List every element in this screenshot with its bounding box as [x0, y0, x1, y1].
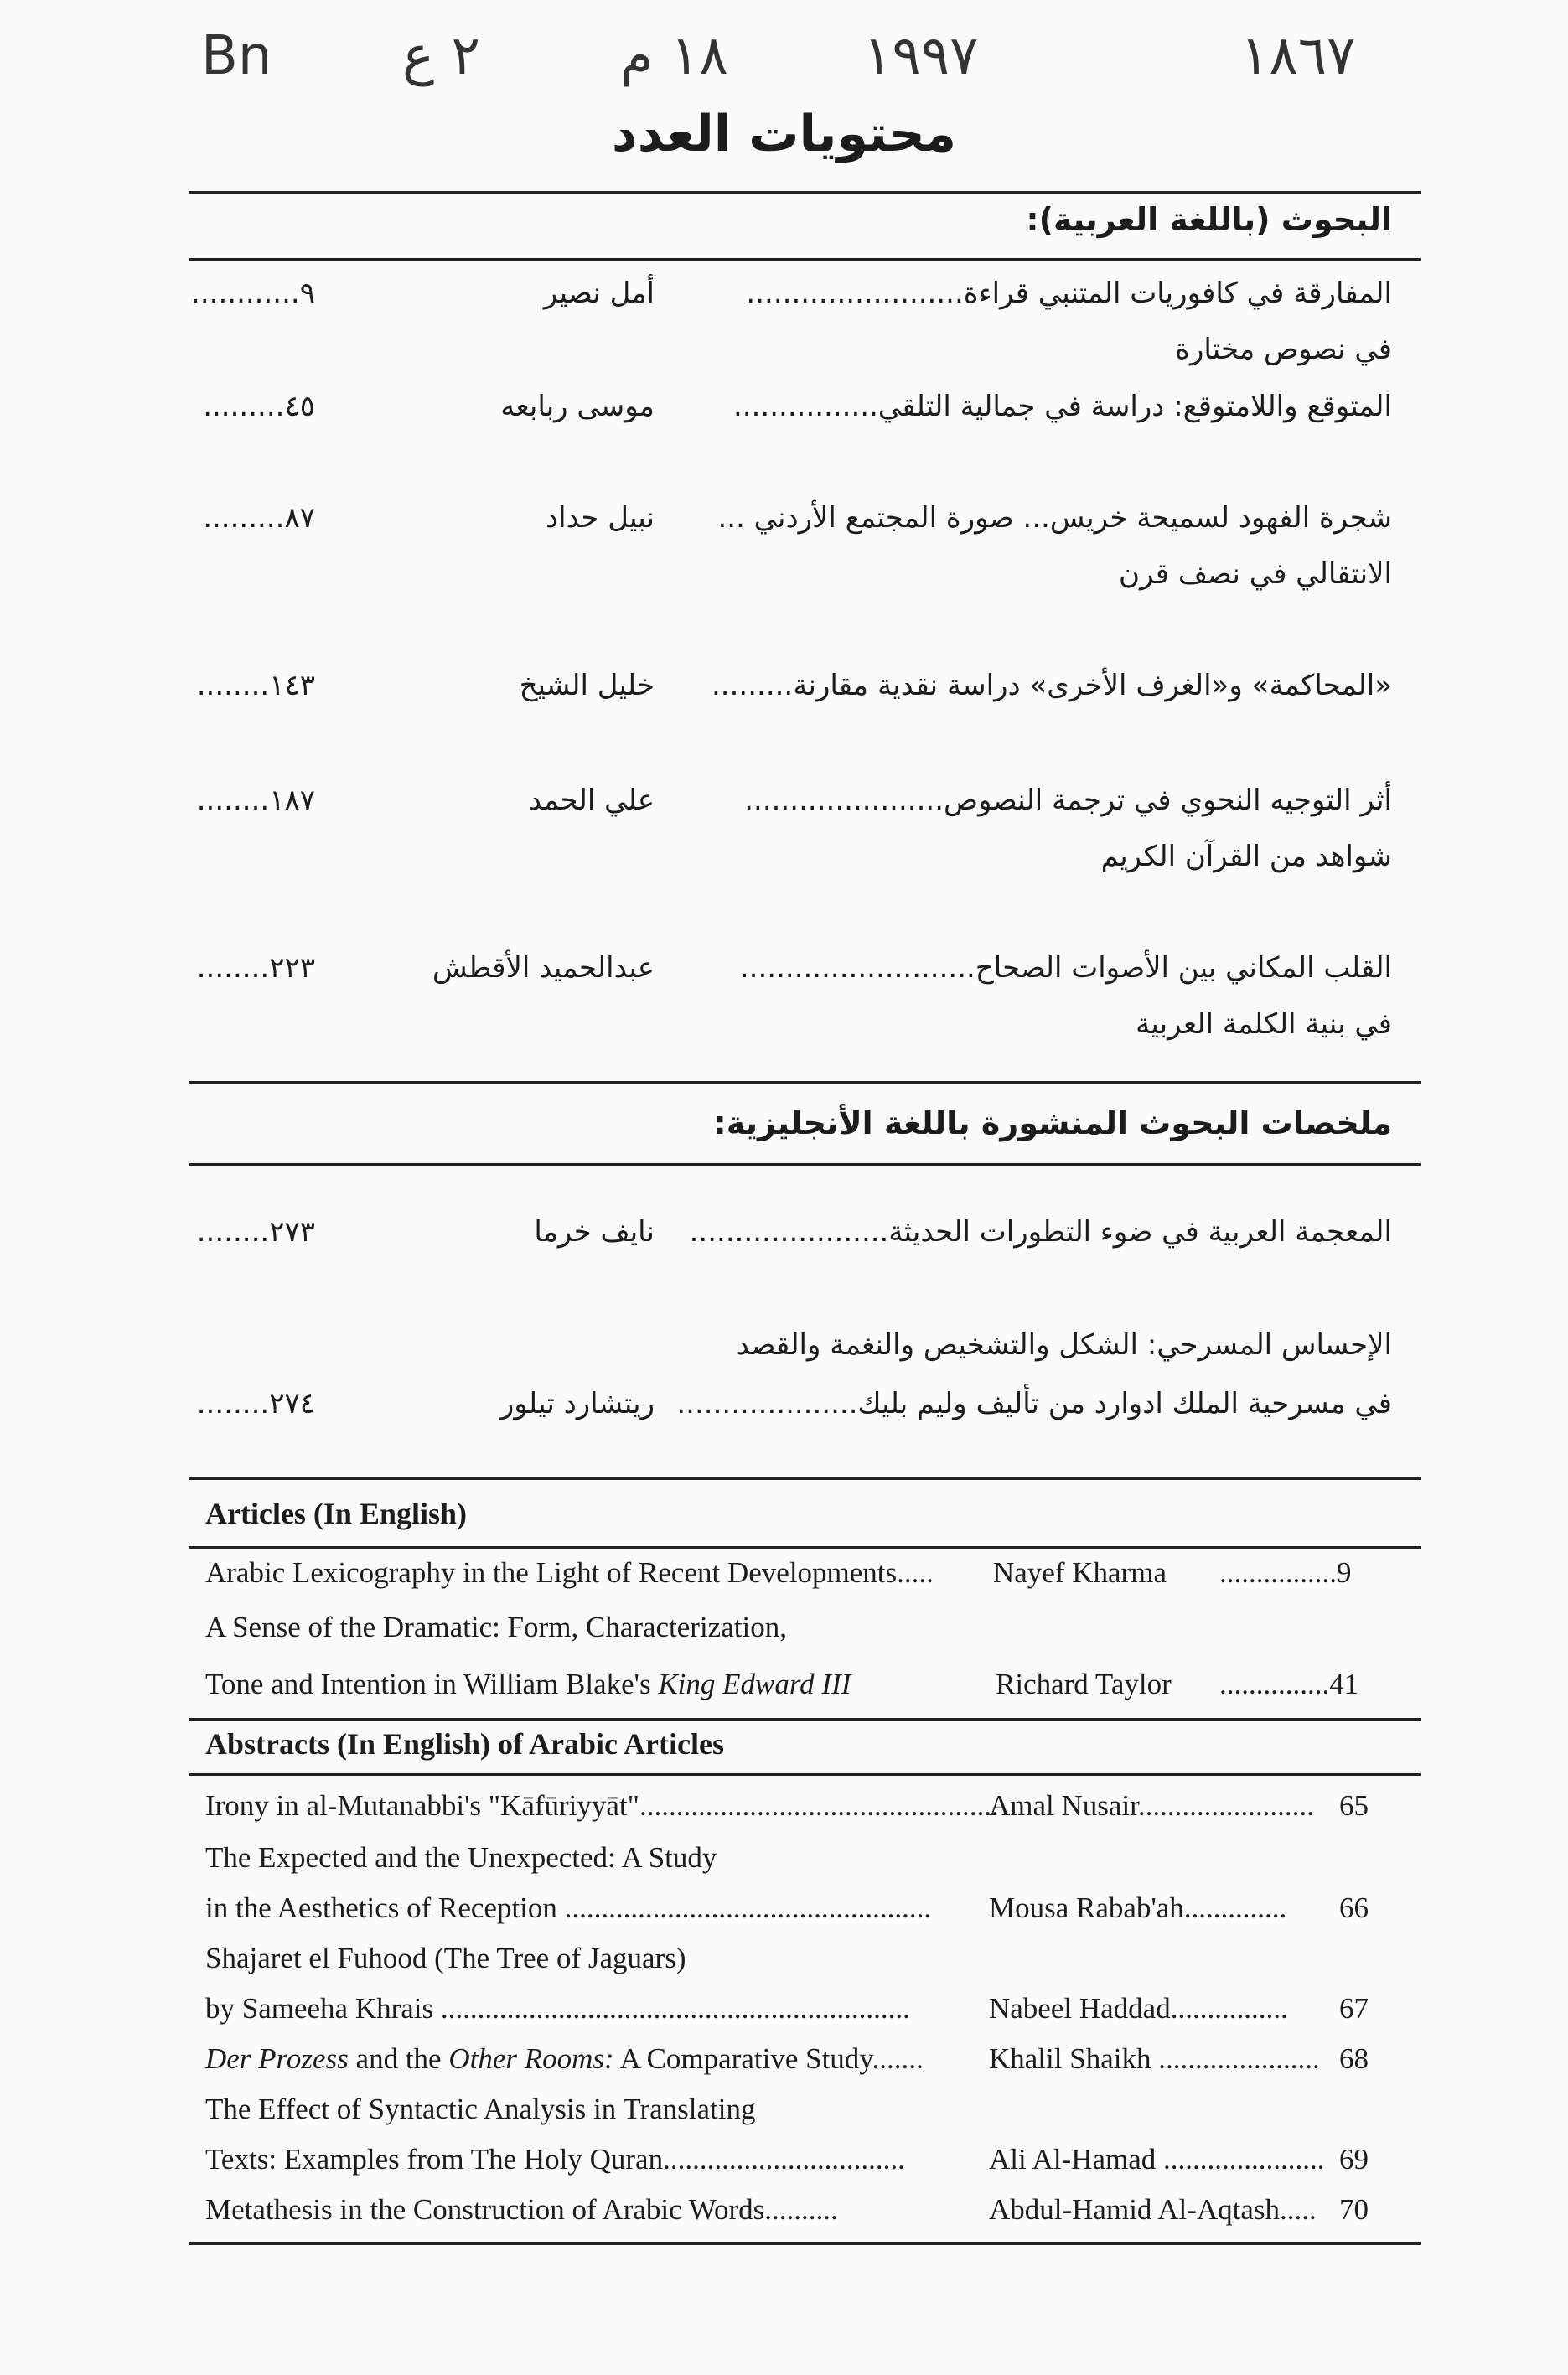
entry-title: الإحساس المسرحي: الشكل والتشخيص والنغمة والقصد: [736, 1328, 1392, 1362]
entry-author: علي الحمد: [529, 784, 655, 817]
entry-title-cont: Tone and Intention in William Blake's King Edward III: [205, 1668, 851, 1700]
entry-title: The Effect of Syntactic Analysis in Translating: [205, 2093, 756, 2125]
entry-title: Irony in al-Mutanabbi's "Kāfūriyyāt".................................................: [205, 1789, 999, 1822]
entry-page: 68: [1339, 2042, 1369, 2075]
entry-page: ١٤٣........: [196, 669, 315, 702]
entry-page: 67: [1339, 1992, 1369, 2025]
divider: [189, 258, 1421, 261]
entry-title: المفارقة في كافوريات المتنبي قراءة........................: [746, 277, 1392, 310]
entry-page: ...............41: [1219, 1668, 1359, 1700]
entry-title: The Expected and the Unexpected: A Study: [205, 1841, 717, 1874]
divider: [189, 1773, 1421, 1776]
entry-author: Richard Taylor: [996, 1668, 1172, 1700]
section-heading: البحوث (باللغة العربية):: [1026, 201, 1392, 238]
entry-title-cont: Texts: Examples from The Holy Quran.................................: [205, 2143, 905, 2176]
entry-title: شجرة الفهود لسميحة خريس... صورة المجتمع الأردني ...: [717, 501, 1392, 535]
entry-title: Metathesis in the Construction of Arabic Words..........: [205, 2193, 838, 2226]
entry-page: 65: [1339, 1789, 1369, 1822]
entry-title-cont: الانتقالي في نصف قرن: [1119, 557, 1392, 591]
entry-author: Nayef Kharma: [993, 1556, 1167, 1589]
section-heading: ملخصات البحوث المنشورة باللغة الأنجليزية:: [713, 1105, 1392, 1141]
entry-author: Nabeel Haddad................: [989, 1992, 1288, 2025]
entry-title: «المحاكمة» و«الغرف الأخرى» دراسة نقدية مقارنة.........: [711, 669, 1392, 702]
entry-title: أثر التوجيه النحوي في ترجمة النصوص......................: [744, 784, 1392, 817]
entry-title: Der Prozess and the Other Rooms: A Comparative Study.......: [205, 2042, 924, 2075]
entry-title: المتوقع واللامتوقع: دراسة في جمالية التلقي................: [732, 390, 1392, 423]
entry-page: ٤٥.........: [203, 390, 315, 423]
entry-title: القلب المكاني بين الأصوات الصحاح..........................: [739, 951, 1392, 985]
section-heading: Abstracts (In English) of Arabic Articles: [205, 1727, 724, 1761]
entry-page: ٢٧٣........: [196, 1215, 315, 1249]
entry-author: موسى ربابعه: [500, 390, 655, 423]
handwritten-mark: ٢ ع: [402, 25, 480, 87]
entry-author: خليل الشيخ: [519, 669, 655, 702]
entry-page: 70: [1339, 2193, 1369, 2226]
divider: [189, 1546, 1421, 1549]
entry-title-cont: in the Aesthetics of Reception ..................................................: [205, 1891, 932, 1924]
entry-author: Ali Al-Hamad ......................: [989, 2143, 1325, 2176]
entry-page: ٩............: [191, 277, 315, 310]
divider: [189, 2242, 1421, 2245]
entry-author: أمل نصير: [543, 277, 655, 310]
entry-title-cont: في بنية الكلمة العربية: [1136, 1007, 1392, 1041]
handwritten-mark: ١٩٩٧: [863, 25, 979, 87]
divider: [189, 1477, 1421, 1480]
entry-page: 66: [1339, 1891, 1369, 1924]
entry-author: Mousa Rabab'ah..............: [989, 1891, 1287, 1924]
entry-page: ٢٧٤........: [196, 1387, 315, 1420]
entry-page: ٨٧.........: [203, 501, 315, 535]
entry-title: Shajaret el Fuhood (The Tree of Jaguars): [205, 1942, 686, 1974]
entry-title-cont: by Sameeha Khrais ................................................................: [205, 1992, 910, 2025]
entry-title: المعجمة العربية في ضوء التطورات الحديثة......................: [689, 1215, 1392, 1249]
entry-title: A Sense of the Dramatic: Form, Characterization,: [205, 1611, 787, 1643]
entry-author: نايف خرما: [534, 1215, 655, 1249]
entry-page: 69: [1339, 2143, 1369, 2176]
page-title: محتويات العدد: [611, 105, 957, 163]
entry-page: ................9: [1219, 1556, 1352, 1589]
handwritten-mark: ١٨٦٧: [1240, 25, 1356, 87]
handwritten-mark: Bn: [201, 25, 272, 87]
divider: [189, 1163, 1421, 1166]
section-heading: Articles (In English): [205, 1497, 468, 1530]
divider: [189, 1081, 1421, 1084]
entry-author: عبدالحميد الأقطش: [432, 951, 655, 985]
entry-author: Khalil Shaikh ......................: [989, 2042, 1320, 2075]
divider: [189, 191, 1421, 194]
entry-title-cont: في مسرحية الملك ادوارد من تأليف وليم بليك....................: [676, 1387, 1392, 1420]
entry-title-cont: في نصوص مختارة: [1175, 333, 1392, 366]
entry-author: ريتشارد تيلور: [499, 1387, 655, 1420]
entry-title-cont: شواهد من القرآن الكريم: [1100, 840, 1392, 873]
entry-page: ٢٢٣........: [196, 951, 315, 985]
divider: [189, 1718, 1421, 1721]
entry-title: Arabic Lexicography in the Light of Recent Developments.....: [205, 1556, 934, 1589]
entry-author: Abdul-Hamid Al-Aqtash.....: [989, 2193, 1317, 2226]
entry-page: ١٨٧........: [196, 784, 315, 817]
entry-author: نبيل حداد: [546, 501, 655, 535]
handwritten-mark: ١٨ م: [620, 25, 728, 87]
entry-author: Amal Nusair........................: [989, 1789, 1314, 1822]
